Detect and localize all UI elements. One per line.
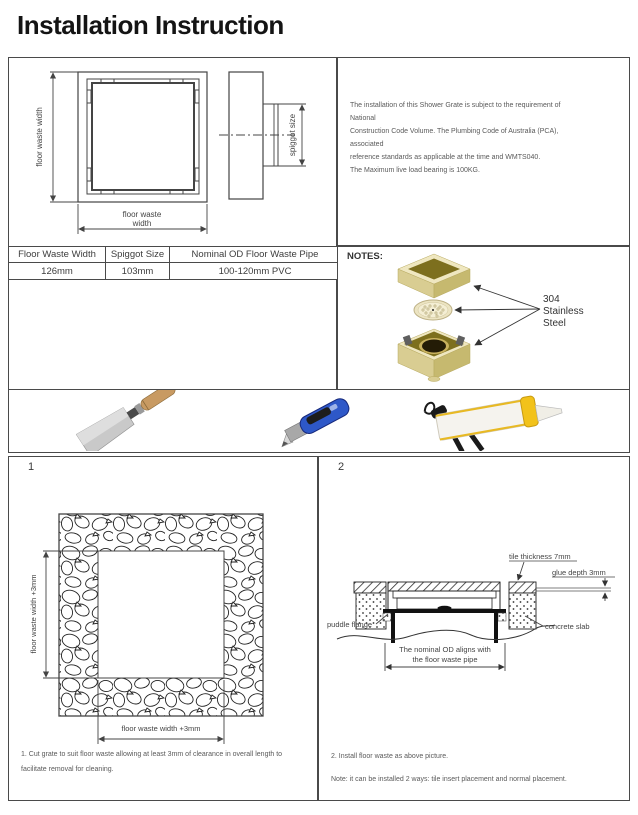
glue-depth-label: glue depth 3mm [552, 568, 606, 577]
spec-value-spiggot-size: 103mm [106, 263, 170, 280]
material-label [543, 294, 584, 330]
info-line: The Maximum live load bearing is 100KG. [350, 167, 480, 174]
grate-base [398, 329, 470, 382]
info-line: The installation of this Shower Grate is subject to the requirement of National [350, 102, 561, 122]
material-line: Steel [543, 318, 566, 329]
step1-horizontal-dimension-label: floor waste width +3mm [121, 724, 201, 733]
material-line: 304 [543, 294, 560, 305]
step1-vertical-dimension-label: floor waste width +3mm [29, 574, 38, 654]
grate-disc [414, 300, 452, 320]
right-tile [509, 582, 536, 593]
grate-top-section [388, 582, 500, 591]
tools-row [9, 390, 628, 451]
floor-waste-drawing-box [8, 57, 337, 390]
info-line: Construction Code Volume. The Plumbing Code of Australia (PCA), associated [350, 128, 559, 148]
spiggot-size-label: spiggot size [288, 113, 297, 157]
grate-top-frame [398, 254, 470, 298]
utility-knife-icon [274, 396, 351, 449]
spec-table [8, 246, 341, 280]
nominal-od-label-line2: the floor waste pipe [412, 655, 478, 664]
tools-box [8, 389, 630, 453]
step1-caption-line: 1. Cut grate to suit floor waste allowing at least 3mm of clearance in overall length to [21, 751, 283, 758]
spec-table-value-row [9, 263, 341, 280]
material-line: Stainless [543, 306, 584, 317]
concrete-slab-label: concrete slab [545, 622, 590, 631]
step2-note: Note: it can be installed 2 ways: tile insert placement and normal placement. [331, 776, 567, 783]
spec-header-nominal-od: Nominal OD Floor Waste Pipe [170, 247, 341, 263]
spec-value-nominal-od: 100-120mm PVC [170, 263, 341, 280]
step2-number: 2 [338, 461, 345, 473]
shower-grate-exploded-view [338, 247, 629, 388]
step2-section-drawing [319, 457, 629, 799]
step1-caption [21, 747, 311, 777]
floor-waste-plan-drawing [9, 58, 335, 247]
floor-waste-cutout [98, 551, 224, 678]
spec-value-floor-waste-width: 126mm [9, 263, 106, 280]
step1-caption-line: facilitate removal for cleaning. [21, 766, 114, 773]
right-concrete-slab [509, 593, 536, 629]
step1-number: 1 [28, 461, 35, 473]
step2-caption: 2. Install floor waste as above picture. [331, 753, 449, 760]
page-title: Installation Instruction [17, 10, 284, 40]
floor-waste-width-vertical-label: floor waste width [35, 107, 44, 167]
material-pointer-arrows [455, 286, 540, 345]
floor-waste-width-horizontal-label-line1: floor waste [122, 210, 162, 219]
spec-table-header-row [9, 247, 341, 263]
caulking-gun-icon [423, 390, 566, 451]
trowel-icon [76, 390, 181, 451]
puddle-flange-label: puddle flange [327, 620, 373, 629]
spec-header-spiggot-size: Spiggot Size [106, 247, 170, 263]
left-tile [354, 582, 386, 593]
spec-header-floor-waste-width: Floor Waste Width [9, 247, 106, 263]
info-line: reference standards as applicable at the time and WMTS040. [350, 154, 541, 161]
notes-label: NOTES: [347, 251, 383, 262]
grate-body-section [383, 582, 506, 643]
info-text [350, 99, 585, 177]
tile-thickness-label: tile thickness 7mm [509, 552, 571, 561]
nominal-od-label-line1: The nominal OD aligns with [399, 645, 491, 654]
floor-waste-width-horizontal-label-line2: width [132, 219, 152, 228]
